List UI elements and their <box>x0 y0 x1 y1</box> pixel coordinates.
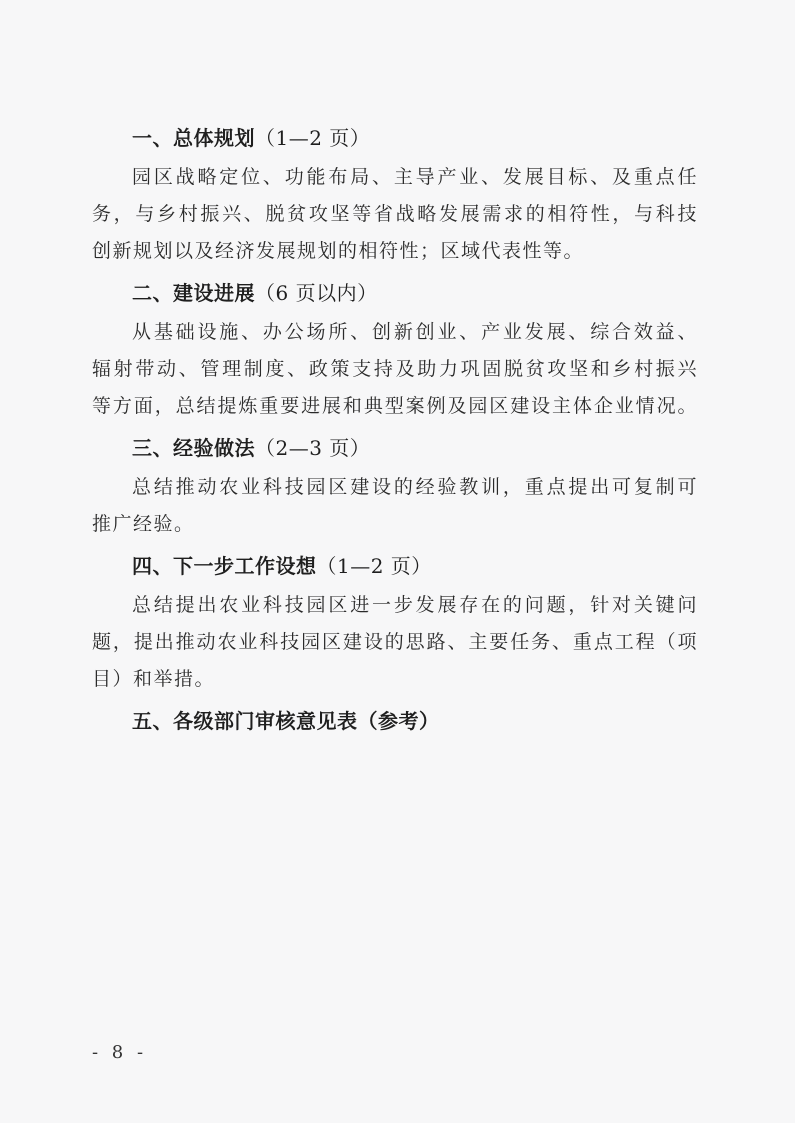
section-heading-5-text: 五、各级部门审核意见表（参考） <box>132 709 440 733</box>
section-heading-1-text: 一、总体规划 <box>132 126 255 150</box>
section-heading-4-text: 四、下一步工作设想 <box>132 554 317 578</box>
document-body <box>92 117 698 742</box>
section-heading-1-pages: （1—2 页） <box>255 126 371 150</box>
section-paragraph-1 <box>92 159 698 270</box>
section-heading-3 <box>92 427 698 469</box>
section-heading-1 <box>92 117 698 159</box>
section-heading-4 <box>92 545 698 587</box>
section-heading-2 <box>92 272 698 314</box>
section-paragraph-3 <box>92 469 698 543</box>
paragraph-line: 园区战略定位、功能布局、主导产业、发展目标、及重点任 <box>132 166 698 188</box>
paragraph-line: 总结推动农业科技园区建设的经验教训，重点提出可复制可 <box>132 476 698 498</box>
paragraph-line: 辐射带动、管理制度、政策支持及助力巩固脱贫攻坚和乡村振兴 <box>92 358 698 380</box>
paragraph-line: 题，提出推动农业科技园区建设的思路、主要任务、重点工程（项 <box>92 631 698 653</box>
paragraph-line: 从基础设施、办公场所、创新创业、产业发展、综合效益、 <box>132 321 698 343</box>
paragraph-line: 等方面，总结提炼重要进展和典型案例及园区建设主体企业情况。 <box>92 395 698 417</box>
paragraph-line: 创新规划以及经济发展规划的相符性；区域代表性等。 <box>92 240 585 262</box>
paragraph-line: 推广经验。 <box>92 513 195 535</box>
section-heading-5 <box>92 700 698 742</box>
paragraph-line: 目）和举措。 <box>92 668 216 690</box>
section-heading-2-pages: （6 页以内） <box>255 281 378 305</box>
page-number: - 8 - <box>92 1042 148 1063</box>
paragraph-line: 务，与乡村振兴、脱贫攻坚等省战略发展需求的相符性，与科技 <box>92 203 698 225</box>
paragraph-line: 总结提出农业科技园区进一步发展存在的问题，针对关键问 <box>132 594 698 616</box>
section-heading-3-pages: （2—3 页） <box>255 436 371 460</box>
section-paragraph-2 <box>92 314 698 425</box>
section-paragraph-4 <box>92 587 698 698</box>
section-heading-4-pages: （1—2 页） <box>316 554 432 578</box>
section-heading-3-text: 三、经验做法 <box>132 436 255 460</box>
section-heading-2-text: 二、建设进展 <box>132 281 255 305</box>
